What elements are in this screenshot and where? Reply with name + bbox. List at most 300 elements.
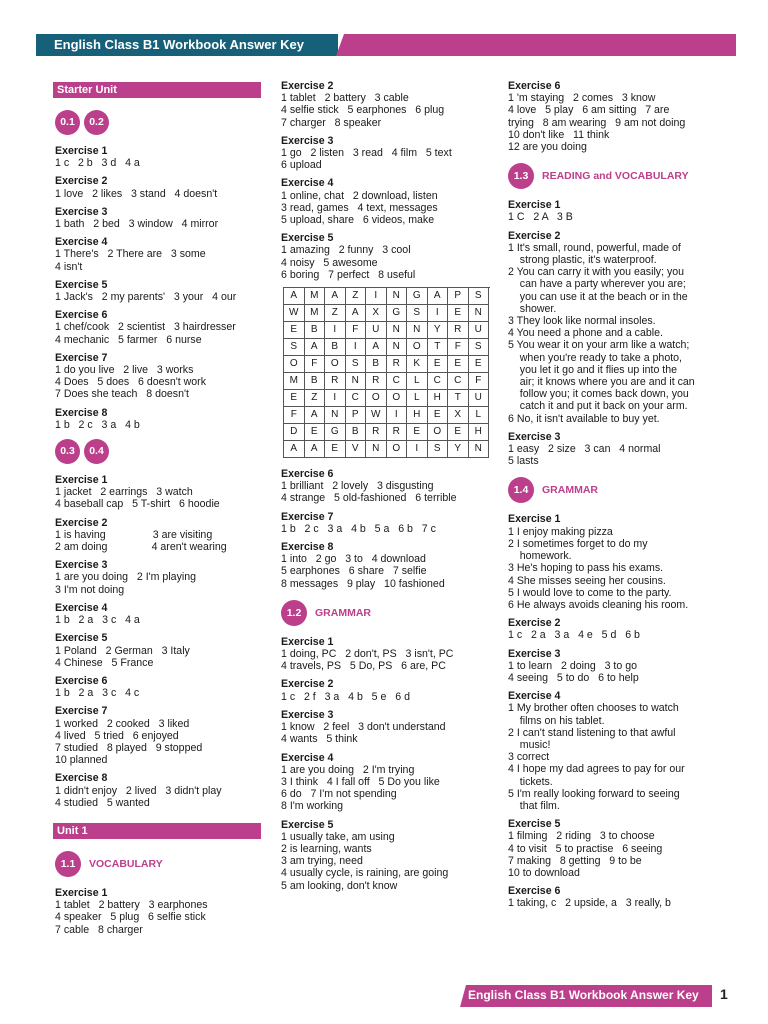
answer-line: 4 Chinese 5 France	[55, 656, 154, 669]
exercise-title: Exercise 6	[508, 885, 561, 898]
answer-line: 4 baseball cap 5 T-shirt 6 hoodie	[55, 498, 220, 511]
exercise	[508, 617, 723, 641]
answer-line: trying 8 am wearing 9 am not doing	[508, 116, 686, 129]
answer-line: 5 You wear it on your arm like a watch;	[508, 339, 690, 352]
answer-line: 1 C 2 A 3 B	[508, 211, 573, 224]
exercise-title: Exercise 6	[281, 468, 334, 481]
wordsearch-cell: M	[305, 288, 326, 305]
answer-line: 1 My brother often chooses to watch	[508, 702, 679, 715]
answer-line: 6 upload	[281, 159, 322, 172]
wordsearch-cell: E	[284, 322, 305, 339]
answer-line: 5 I'm really looking forward to seeing	[508, 787, 680, 800]
answer-line: 2 is learning, wants	[281, 842, 372, 855]
answer-line: 2 I sometimes forget to do my	[508, 537, 648, 550]
exercise-title: Exercise 3	[281, 708, 334, 721]
answer-line: 1 b 2 c 3 a 4 b	[55, 418, 140, 431]
exercise-title: Exercise 6	[508, 80, 561, 92]
answer-line: 5 lasts	[508, 455, 539, 468]
exercise-title: Exercise 5	[55, 278, 108, 291]
answer-line: 4 She misses seeing her cousins.	[508, 574, 666, 587]
exercise-list	[55, 887, 265, 936]
column-2	[281, 80, 491, 898]
wordsearch-cell: S	[469, 288, 490, 305]
footer-title: English Class B1 Workbook Answer Key	[468, 988, 699, 1002]
answer-line: 6 boring 7 perfect 8 useful	[281, 268, 416, 281]
exercise	[55, 559, 265, 596]
answer-line: 4 isn't	[55, 260, 83, 273]
exercise	[281, 468, 491, 505]
exercise-list	[55, 145, 265, 431]
wordsearch-cell: N	[387, 339, 408, 356]
answer-line: 1 are you doing 2 I'm playing	[55, 571, 197, 584]
wordsearch-cell: C	[387, 373, 408, 390]
answer-line: 1 b 2 c 3 a 4 b 5 a 6 b 7 c	[281, 522, 436, 535]
exercise-list	[281, 80, 491, 281]
answer-line: 10 planned	[55, 754, 108, 767]
wordsearch-cell: U	[469, 322, 490, 339]
answer-line: 1 Poland 2 German 3 Italy	[55, 644, 190, 657]
exercise	[508, 885, 723, 909]
exercise	[281, 232, 491, 281]
exercise	[508, 199, 723, 223]
wordsearch-cell: R	[387, 424, 408, 441]
exercise-title: Exercise 3	[508, 430, 561, 443]
answer-line: 1 worked 2 cooked 3 liked	[55, 717, 190, 730]
wordsearch-cell: K	[407, 356, 428, 373]
lesson-heading	[281, 600, 491, 626]
exercise	[55, 887, 265, 936]
wordsearch-cell: B	[305, 322, 326, 339]
answer-line: 4 speaker 5 plug 6 selfie stick	[55, 911, 206, 924]
exercise-title: Exercise 1	[55, 886, 108, 899]
exercise	[508, 431, 723, 468]
answer-line: 3 They look like normal insoles.	[508, 315, 656, 328]
exercise-list	[281, 468, 491, 590]
wordsearch-cell: A	[325, 288, 346, 305]
exercise-title: Exercise 2	[508, 229, 561, 242]
answer-line: 1 go 2 listen 3 read 4 film 5 text	[281, 147, 452, 160]
wordsearch-cell: A	[346, 305, 367, 322]
exercise	[55, 772, 265, 809]
wordsearch-cell: E	[284, 390, 305, 407]
wordsearch-cell: Z	[325, 305, 346, 322]
answer-line: 5 am looking, don't know	[281, 879, 398, 892]
exercise	[508, 230, 723, 425]
wordsearch-cell: F	[284, 407, 305, 424]
wordsearch-cell: R	[387, 356, 408, 373]
lesson-heading	[508, 163, 723, 189]
wordsearch-grid	[283, 287, 490, 458]
wordsearch-cell: C	[428, 373, 449, 390]
answer-line: 1 brilliant 2 lovely 3 disgusting	[281, 480, 434, 493]
answer-line: 1 easy 2 size 3 can 4 normal	[508, 443, 661, 456]
wordsearch-cell: R	[366, 424, 387, 441]
wordsearch-cell: F	[469, 373, 490, 390]
exercise-title: Exercise 2	[55, 175, 108, 188]
lesson-badge: 1.3	[508, 163, 534, 189]
lesson-heading	[508, 477, 723, 503]
answer-line: 4 wants 5 think	[281, 733, 358, 746]
answer-line: 4 love 5 play 6 am sitting 7 are	[508, 104, 670, 117]
exercise-title: Exercise 4	[55, 601, 108, 614]
answer-line: 1 I enjoy making pizza	[508, 525, 613, 538]
answer-line: 1 doing, PC 2 don't, PS 3 isn't, PC	[281, 648, 454, 661]
exercise	[55, 705, 265, 766]
answer-line: 1 online, chat 2 download, listen	[281, 189, 438, 202]
wordsearch-cell: O	[387, 441, 408, 458]
wordsearch-cell: T	[428, 339, 449, 356]
exercise	[55, 407, 265, 431]
exercise-title: Exercise 4	[55, 236, 108, 249]
exercise	[55, 474, 265, 511]
answer-line: when you're ready to take a photo,	[508, 351, 682, 364]
answer-line: 1 c 2 f 3 a 4 b 5 e 6 d	[281, 690, 410, 703]
exercise-title: Exercise 7	[281, 510, 334, 523]
answer-line: 4 usually cycle, is raining, are going	[281, 867, 449, 880]
exercise-title: Exercise 8	[55, 772, 108, 785]
exercise	[55, 279, 265, 303]
answer-line: 2 I can't stand listening to that awful	[508, 726, 676, 739]
wordsearch-cell: N	[325, 407, 346, 424]
exercise	[281, 177, 491, 226]
exercise-title: Exercise 5	[508, 818, 561, 831]
answer-line: 1 do you live 2 live 3 works	[55, 364, 194, 377]
answer-line: 3 read, games 4 text, messages	[281, 201, 438, 214]
exercise	[508, 690, 723, 812]
wordsearch-cell: L	[407, 373, 428, 390]
lesson-badge: 1.2	[281, 600, 307, 626]
exercise	[281, 80, 491, 129]
wordsearch-cell: G	[387, 305, 408, 322]
answer-line: 4 strange 5 old-fashioned 6 terrible	[281, 492, 457, 505]
answer-line: films on his tablet.	[508, 714, 605, 727]
exercise	[281, 819, 491, 892]
wordsearch-cell: F	[346, 322, 367, 339]
wordsearch-cell: A	[305, 407, 326, 424]
exercise	[55, 517, 265, 554]
wordsearch-cell: L	[469, 407, 490, 424]
wordsearch-cell: C	[448, 373, 469, 390]
answer-line: that film.	[508, 799, 560, 812]
wordsearch-cell: Y	[428, 322, 449, 339]
exercise	[508, 513, 723, 611]
exercise-title: Exercise 1	[508, 513, 561, 526]
wordsearch-cell: I	[407, 441, 428, 458]
wordsearch-cell: B	[305, 373, 326, 390]
wordsearch-cell: E	[469, 356, 490, 373]
wordsearch-cell: S	[469, 339, 490, 356]
wordsearch-cell: R	[366, 373, 387, 390]
exercise-title: Exercise 6	[55, 674, 108, 687]
wordsearch-cell: X	[366, 305, 387, 322]
wordsearch-cell: O	[366, 390, 387, 407]
answer-line: 1 There's 2 There are 3 some	[55, 248, 206, 261]
wordsearch-cell: W	[366, 407, 387, 424]
exercise-title: Exercise 2	[281, 678, 334, 691]
column-1	[55, 80, 265, 942]
wordsearch-cell: Y	[448, 441, 469, 458]
answer-line: 5 upload, share 6 videos, make	[281, 214, 435, 227]
answer-line: 1 c 2 a 3 a 4 e 5 d 6 b	[508, 629, 640, 642]
wordsearch-cell: A	[428, 288, 449, 305]
wordsearch-cell: E	[448, 305, 469, 322]
exercise	[55, 602, 265, 626]
exercise-title: Exercise 1	[55, 145, 108, 157]
answer-line: 5 earphones 6 share 7 selfie	[281, 565, 427, 578]
answer-line: 1 b 2 a 3 c 4 c	[55, 687, 140, 700]
wordsearch-cell: Z	[346, 288, 367, 305]
answer-line: 4 lived 5 tried 6 enjoyed	[55, 729, 179, 742]
wordsearch-cell: M	[284, 373, 305, 390]
wordsearch-cell: Z	[305, 390, 326, 407]
wordsearch-cell: E	[428, 407, 449, 424]
wordsearch-cell: L	[407, 390, 428, 407]
exercise	[281, 135, 491, 172]
answer-line: 1 into 2 go 3 to 4 download	[281, 553, 426, 566]
exercise	[281, 752, 491, 813]
answer-line: air; it knows where you are and it can	[508, 376, 695, 389]
page-title: English Class B1 Workbook Answer Key	[54, 37, 304, 52]
answer-line: 4 studied 5 wanted	[55, 796, 150, 809]
wordsearch-cell: H	[428, 390, 449, 407]
lesson-title: READING and VOCABULARY	[542, 170, 689, 183]
exercise	[55, 632, 265, 669]
answer-line: you let it go and it flies up into the	[508, 363, 678, 376]
exercise-title: Exercise 3	[508, 647, 561, 660]
answer-line: 1 amazing 2 funny 3 cool	[281, 244, 411, 257]
exercise	[55, 206, 265, 230]
wordsearch-cell: P	[346, 407, 367, 424]
answer-line: 1 chef/cook 2 scientist 3 hairdresser	[55, 321, 236, 334]
answer-line: 7 cable 8 charger	[55, 923, 143, 936]
wordsearch-cell: T	[448, 390, 469, 407]
wordsearch-cell: I	[387, 407, 408, 424]
wordsearch-cell: I	[366, 288, 387, 305]
answer-line: 2 You can carry it with you easily; you	[508, 266, 685, 279]
answer-line: 1 to learn 2 doing 3 to go	[508, 659, 637, 672]
exercise-title: Exercise 4	[281, 177, 334, 190]
answer-line: 6 He always avoids cleaning his room.	[508, 598, 689, 611]
answer-line: 8 I'm working	[281, 800, 344, 813]
lesson-tags	[55, 110, 265, 135]
answer-line: 1 It's small, round, powerful, made of	[508, 241, 681, 254]
wordsearch-cell: A	[366, 339, 387, 356]
exercise-list	[55, 474, 265, 809]
page-number: 1	[720, 986, 728, 1002]
answer-line: can have a party wherever you are;	[508, 278, 686, 291]
exercise-list	[508, 80, 723, 153]
exercise-list	[508, 513, 723, 909]
wordsearch-cell: B	[366, 356, 387, 373]
wordsearch-cell: V	[346, 441, 367, 458]
answer-line: 4 You need a phone and a cable.	[508, 327, 663, 340]
answer-line: music!	[508, 738, 551, 751]
wordsearch-cell: A	[284, 441, 305, 458]
exercise	[508, 818, 723, 879]
wordsearch-cell: W	[284, 305, 305, 322]
answer-line: 4 seeing 5 to do 6 to help	[508, 671, 639, 684]
answer-line: 1 love 2 likes 3 stand 4 doesn't	[55, 187, 218, 200]
wordsearch-cell: S	[346, 356, 367, 373]
answer-line: 7 Does she teach 8 doesn't	[55, 388, 189, 401]
exercise-title: Exercise 8	[55, 406, 108, 419]
answer-line: 4 selfie stick 5 earphones 6 plug	[281, 104, 445, 117]
lesson-badge: 0.3	[55, 439, 80, 464]
answer-line: 7 charger 8 speaker	[281, 116, 382, 129]
answer-line: 3 I'm not doing	[55, 583, 125, 596]
exercise	[55, 352, 265, 401]
answer-line: tickets.	[508, 775, 553, 788]
answer-line: catch it and put it back on your arm.	[508, 400, 688, 413]
exercise-title: Exercise 2	[508, 617, 561, 630]
exercise	[508, 648, 723, 685]
answer-line: 5 I would love to come to the party.	[508, 586, 672, 599]
wordsearch-cell: O	[407, 339, 428, 356]
answer-line: 4 Does 5 does 6 doesn't work	[55, 376, 207, 389]
lesson-title: GRAMMAR	[542, 484, 598, 497]
answer-line: 1 c 2 b 3 d 4 a	[55, 157, 140, 170]
wordsearch-cell: U	[366, 322, 387, 339]
answer-line: 2 am doing 4 aren't wearing	[55, 541, 227, 554]
exercise	[281, 678, 491, 702]
exercise	[281, 636, 491, 673]
exercise-title: Exercise 6	[55, 309, 108, 322]
answer-line: 1 filming 2 riding 3 to choose	[508, 830, 655, 843]
wordsearch-cell: H	[407, 407, 428, 424]
exercise-title: Exercise 2	[55, 516, 108, 529]
wordsearch-cell: R	[325, 373, 346, 390]
wordsearch-cell: E	[448, 424, 469, 441]
wordsearch-cell: I	[346, 339, 367, 356]
answer-line: you can use it at the beach or in the	[508, 290, 688, 303]
wordsearch-cell: D	[284, 424, 305, 441]
answer-line: 3 I think 4 I fall off 5 Do you like	[281, 775, 440, 788]
wordsearch-cell: N	[346, 373, 367, 390]
answer-line: 1 'm staying 2 comes 3 know	[508, 92, 656, 105]
wordsearch-cell: O	[325, 356, 346, 373]
wordsearch-cell: E	[325, 441, 346, 458]
exercise-title: Exercise 1	[55, 474, 108, 487]
wordsearch-cell: G	[407, 288, 428, 305]
answer-line: 10 don't like 11 think	[508, 128, 610, 141]
answer-line: 7 studied 8 played 9 stopped	[55, 741, 203, 754]
wordsearch-cell: F	[448, 339, 469, 356]
exercise	[281, 541, 491, 590]
answer-line: 1 are you doing 2 I'm trying	[281, 763, 415, 776]
exercise	[55, 175, 265, 199]
lesson-badge: 0.4	[84, 439, 109, 464]
wordsearch-cell: E	[448, 356, 469, 373]
wordsearch-cell: S	[407, 305, 428, 322]
answer-line: 1 tablet 2 battery 3 cable	[281, 92, 409, 105]
answer-line: 12 are you doing	[508, 141, 587, 154]
exercise-title: Exercise 5	[55, 632, 108, 645]
answer-line: 6 do 7 I'm not spending	[281, 788, 397, 801]
wordsearch-cell: N	[469, 305, 490, 322]
exercise-title: Exercise 2	[281, 80, 334, 92]
answer-line: 4 mechanic 5 farmer 6 nurse	[55, 333, 202, 346]
answer-line: 1 taking, c 2 upside, a 3 really, b	[508, 897, 671, 910]
lesson-badge: 1.4	[508, 477, 534, 503]
header	[36, 34, 736, 56]
exercise	[55, 145, 265, 169]
wordsearch-cell: H	[469, 424, 490, 441]
exercise-title: Exercise 8	[281, 541, 334, 554]
wordsearch-cell: U	[469, 390, 490, 407]
lesson-tags	[55, 439, 265, 464]
answer-line: shower.	[508, 302, 557, 315]
answer-line: 1 jacket 2 earrings 3 watch	[55, 486, 193, 499]
answer-line: follow you; it comes back down, you	[508, 388, 689, 401]
wordsearch-cell: X	[448, 407, 469, 424]
exercise-list	[281, 636, 491, 892]
answer-line: strong plastic, it's waterproof.	[508, 254, 657, 267]
exercise-title: Exercise 7	[55, 705, 108, 718]
wordsearch-cell: R	[448, 322, 469, 339]
answer-line: 10 to download	[508, 866, 580, 879]
lesson-title: VOCABULARY	[89, 857, 163, 870]
wordsearch-cell: A	[305, 339, 326, 356]
wordsearch-cell: C	[346, 390, 367, 407]
answer-line: 4 noisy 5 awesome	[281, 256, 378, 269]
wordsearch-cell: F	[305, 356, 326, 373]
answer-line: 1 didn't enjoy 2 lived 3 didn't play	[55, 784, 222, 797]
wordsearch-cell: A	[305, 441, 326, 458]
answer-line: 4 travels, PS 5 Do, PS 6 are, PC	[281, 660, 446, 673]
answer-line: 1 know 2 feel 3 don't understand	[281, 721, 446, 734]
exercise-title: Exercise 1	[508, 199, 561, 212]
wordsearch-cell: B	[325, 339, 346, 356]
wordsearch-cell: O	[284, 356, 305, 373]
wordsearch-cell: I	[325, 322, 346, 339]
wordsearch-cell: G	[325, 424, 346, 441]
answer-line: homework.	[508, 550, 572, 563]
lesson-badge: 0.1	[55, 110, 80, 135]
answer-line: 8 messages 9 play 10 fashioned	[281, 577, 445, 590]
exercise-title: Exercise 4	[281, 751, 334, 764]
answer-line: 3 correct	[508, 751, 550, 764]
exercise-title: Exercise 3	[55, 559, 108, 572]
exercise	[281, 709, 491, 746]
lesson-heading	[55, 851, 265, 877]
answer-line: 3 am trying, need	[281, 855, 363, 868]
wordsearch-cell: E	[428, 356, 449, 373]
wordsearch-cell: O	[428, 424, 449, 441]
wordsearch-cell: P	[448, 288, 469, 305]
wordsearch-cell: M	[305, 305, 326, 322]
answer-line: 1 bath 2 bed 3 window 4 mirror	[55, 218, 219, 231]
exercise	[508, 80, 723, 153]
answer-line: 1 is having 3 are visiting	[55, 528, 213, 541]
answer-line: 6 No, it isn't available to buy yet.	[508, 412, 660, 425]
lesson-title: GRAMMAR	[315, 606, 371, 619]
wordsearch-cell: S	[428, 441, 449, 458]
wordsearch-cell: E	[305, 424, 326, 441]
exercise-title: Exercise 5	[281, 232, 334, 245]
wordsearch-cell: N	[469, 441, 490, 458]
answer-line: 7 making 8 getting 9 to be	[508, 854, 642, 867]
wordsearch-cell: E	[407, 424, 428, 441]
answer-line: 1 usually take, am using	[281, 830, 395, 843]
exercise-title: Exercise 1	[281, 635, 334, 648]
answer-line: 1 b 2 a 3 c 4 a	[55, 614, 140, 627]
answer-line: 4 I hope my dad agrees to pay for our	[508, 763, 685, 776]
wordsearch-cell: I	[428, 305, 449, 322]
exercise-list	[508, 199, 723, 467]
lesson-badge: 1.1	[55, 851, 81, 877]
wordsearch-cell: N	[387, 322, 408, 339]
exercise-title: Exercise 3	[281, 134, 334, 147]
